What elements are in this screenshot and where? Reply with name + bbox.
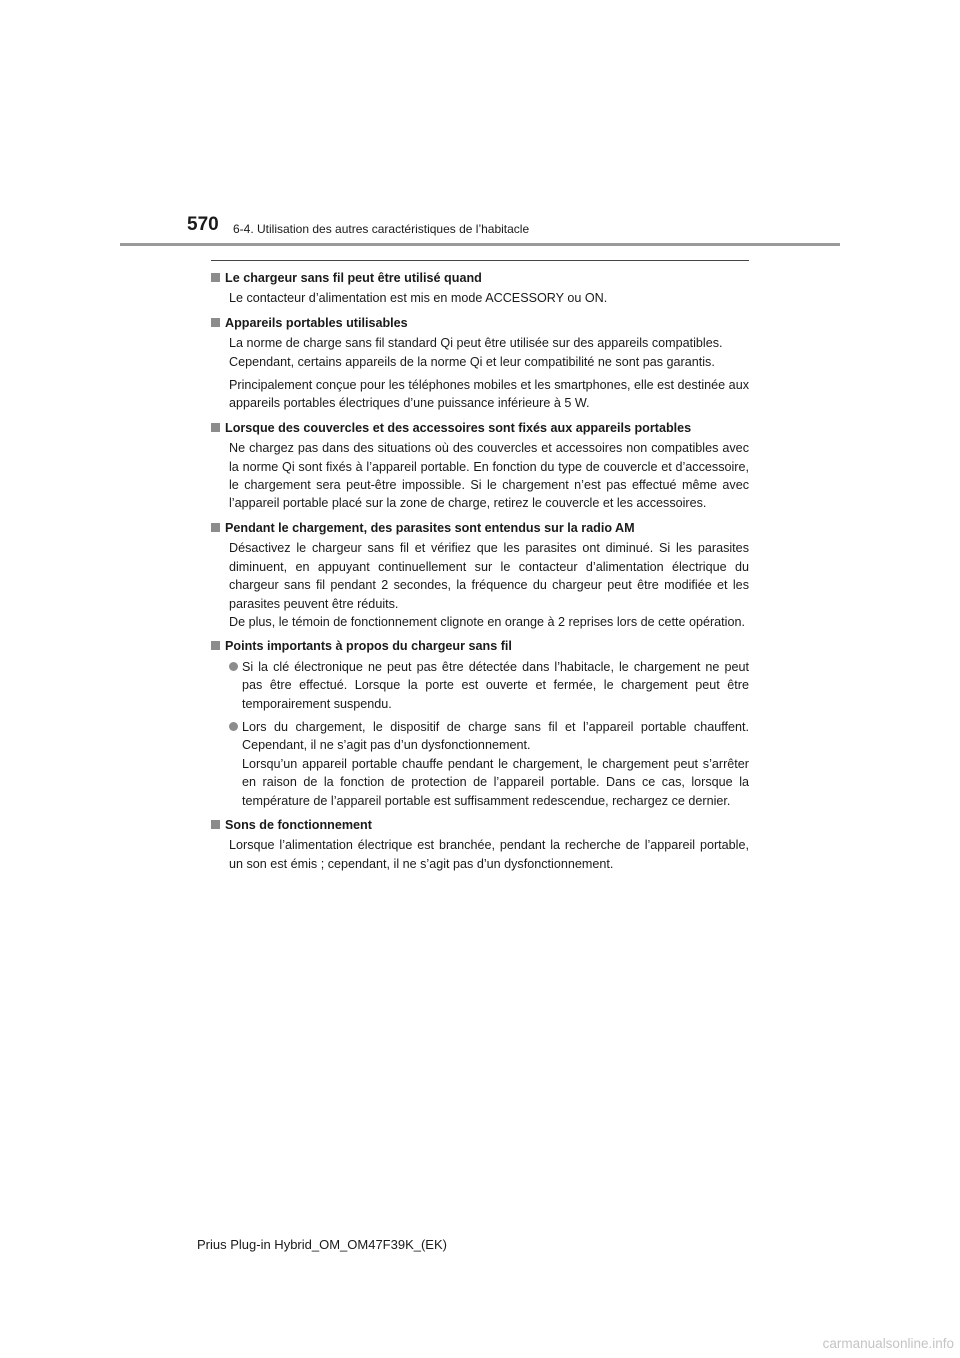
- section-important-points: [211, 637, 749, 810]
- paragraph-line: Lorsqu’un appareil portable chauffe pendant le chargement, le chargement peut s’arrêter en raison de la fonction de protection de l’appareil portable. Dans ce cas, lorsque la température de l’appareil portable est suffisamment redescendue, rechargez ce dernier.: [242, 756, 749, 808]
- page-content: [211, 269, 749, 879]
- paragraph-line: Lorsque l’alimentation électrique est branchée, pendant la recherche de l’appareil portable, un son est émis ; cependant, il ne s’agit pas d’un dysfonctionnement.: [229, 838, 749, 871]
- paragraph-line: De plus, le témoin de fonctionnement clignote en orange à 2 reprises lors de cette opération.: [229, 614, 745, 629]
- page-number: 570: [187, 214, 219, 235]
- watermark: carmanualsonline.info: [822, 1336, 954, 1351]
- section-heading: [211, 269, 749, 287]
- paragraph: [229, 836, 749, 873]
- section-covers-accessories: [211, 419, 749, 513]
- section-heading: [211, 519, 749, 537]
- square-bullet-icon: [211, 820, 220, 829]
- square-bullet-icon: [211, 423, 220, 432]
- section-wireless-charger-usable: [211, 269, 749, 308]
- list-item: [229, 718, 749, 810]
- paragraph-line: Principalement conçue pour les téléphones mobiles et les smartphones, elle est destinée aux appareils portables électriques d’une puissance inférieure à 5 W.: [229, 378, 749, 411]
- paragraph-line: Si la clé électronique ne peut pas être détectée dans l’habitacle, le chargement ne peut pas être effectué. Lorsque la porte est ouverte et fermée, le chargement peut être temporairement suspendu.: [242, 659, 749, 711]
- section-rule: [211, 260, 749, 261]
- section-am-radio-noise: [211, 519, 749, 631]
- section-heading-text: Sons de fonctionnement: [225, 817, 372, 832]
- square-bullet-icon: [211, 641, 220, 650]
- paragraph: [229, 439, 749, 513]
- paragraph-line: Ne chargez pas dans des situations où des couvercles et accessoires non compatibles avec la norme Qi sont fixés à l’appareil portable. En fonction du type de couvercle et d’accessoire, le chargement sera peut-être impossible. Si le chargement n’est pas effectué même avec l’appareil portable placé sur la zone de charge, retirez le couvercle et les accessoires.: [229, 441, 749, 511]
- section-heading-text: Le chargeur sans fil peut être utilisé quand: [225, 271, 482, 285]
- paragraph-line: Désactivez le chargeur sans fil et vérifiez que les parasites ont diminué. Si les parasites diminuent, en appuyant continuellement sur le contacteur d’alimentation électrique du chargeur sans fil pendant 2 secondes, la fréquence du chargeur peut être modifiée et les parasites peuvent être réduits.: [229, 541, 749, 611]
- section-heading-text: Pendant le chargement, des parasites sont entendus sur la radio AM: [225, 520, 635, 535]
- section-operation-sounds: [211, 816, 749, 873]
- section-heading-text: Points importants à propos du chargeur sans fil: [225, 639, 512, 654]
- square-bullet-icon: [211, 523, 220, 532]
- paragraph: [229, 539, 749, 631]
- paragraph: [229, 289, 749, 307]
- list-item-text: [242, 718, 749, 810]
- section-heading: [211, 314, 749, 332]
- square-bullet-icon: [211, 318, 220, 327]
- square-bullet-icon: [211, 273, 220, 282]
- footer-manual-id: Prius Plug-in Hybrid_OM_OM47F39K_(EK): [197, 1237, 447, 1252]
- section-heading: [211, 816, 749, 834]
- paragraph-line: Lors du chargement, le dispositif de charge sans fil et l’appareil portable chauffent. Cependant, il ne s’agit pas d’un dysfonctionnement.: [242, 719, 749, 753]
- section-heading-text: Appareils portables utilisables: [225, 315, 408, 330]
- section-heading: [211, 637, 749, 655]
- round-bullet-icon: [229, 662, 238, 671]
- header-rule: [120, 243, 840, 246]
- round-bullet-icon: [229, 722, 238, 731]
- paragraph: [229, 334, 749, 371]
- section-heading: [211, 419, 749, 437]
- list-item-text: [242, 658, 749, 713]
- paragraph-line: Cependant, certains appareils de la norme Qi et leur compatibilité ne sont pas garantis.: [229, 354, 715, 369]
- list-item: [229, 658, 749, 713]
- chapter-title: 6-4. Utilisation des autres caractéristiques de l’habitacle: [233, 222, 530, 236]
- section-heading-text: Lorsque des couvercles et des accessoires sont fixés aux appareils portables: [225, 420, 692, 435]
- paragraph-line: La norme de charge sans fil standard Qi peut être utilisée sur des appareils compatibles.: [229, 336, 723, 351]
- paragraph-line: Le contacteur d’alimentation est mis en mode ACCESSORY ou ON.: [229, 291, 608, 306]
- paragraph: [229, 376, 749, 413]
- section-usable-devices: [211, 314, 749, 413]
